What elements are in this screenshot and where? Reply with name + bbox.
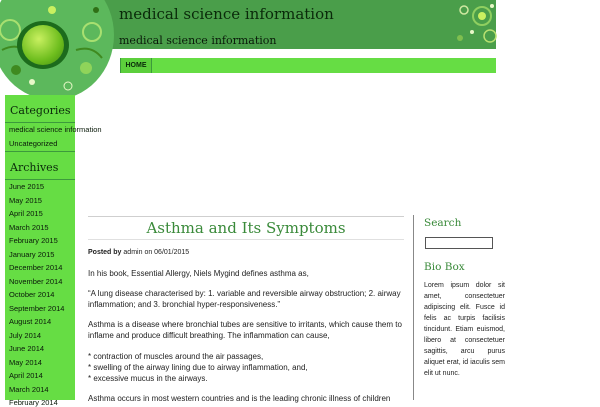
archives-title: Archives: [10, 161, 59, 174]
archive-link[interactable]: December 2014: [9, 263, 63, 272]
post-paragraph: “A lung disease characterised by: 1. variable and reversible airway obstruction; 2. airway inflammation; and 3. bronchial hyper-responsiveness.”: [88, 289, 401, 309]
archive-link[interactable]: September 2014: [9, 303, 65, 313]
header-decoration: [452, 2, 496, 47]
categories-title: Categories: [10, 104, 71, 117]
archive-link[interactable]: July 2014: [9, 330, 42, 340]
archive-link[interactable]: May 2014: [9, 357, 42, 367]
bio-box-title: Bio Box: [424, 261, 465, 273]
category-link[interactable]: Uncategorized: [9, 139, 58, 148]
post-paragraph: Asthma is a disease where bronchial tubes are sensitive to irritants, which cause them to inflame and produce difficult breathing. The inflammation can cause,: [88, 320, 402, 340]
divider: [88, 239, 404, 240]
archive-link[interactable]: February 2015: [9, 236, 58, 245]
column-divider: [413, 215, 414, 400]
divider: [5, 122, 75, 123]
nav-bar: [120, 58, 496, 73]
nav-home-link[interactable]: HOME: [121, 58, 151, 73]
post-paragraph: Asthma occurs in most western countries and is the leading chronic illness of children: [88, 394, 391, 403]
nav-divider: [151, 58, 152, 73]
category-link[interactable]: medical science information: [9, 125, 102, 134]
archive-link[interactable]: June 2015: [9, 182, 45, 191]
archive-link[interactable]: January 2015: [9, 249, 55, 259]
post-paragraph: In his book, Essential Allergy, Niels Mygind defines asthma as,: [88, 269, 309, 278]
archive-link[interactable]: April 2014: [9, 371, 43, 380]
archive-link[interactable]: March 2015: [9, 222, 49, 232]
logo-core: [22, 25, 64, 65]
post-list-item: * contraction of muscles around the air passages,: [88, 352, 264, 361]
archive-link[interactable]: October 2014: [9, 290, 55, 299]
post-title-link[interactable]: Asthma and Its Symptoms: [146, 219, 346, 237]
archive-link[interactable]: August 2014: [9, 317, 52, 326]
archive-link[interactable]: November 2014: [9, 276, 63, 286]
post-date: on 06/01/2015: [144, 249, 190, 256]
post-meta: [88, 249, 189, 256]
post-list-item: * excessive mucus in the airways.: [88, 374, 208, 383]
archive-link[interactable]: May 2015: [9, 195, 42, 205]
search-input[interactable]: [425, 237, 493, 249]
archive-link[interactable]: February 2014: [9, 398, 58, 407]
site-tagline: medical science information: [119, 34, 277, 47]
site-logo[interactable]: [0, 0, 114, 100]
divider: [88, 216, 404, 217]
site-title[interactable]: medical science information: [119, 5, 334, 23]
archive-link[interactable]: June 2014: [9, 344, 45, 353]
divider: [5, 151, 75, 152]
archive-link[interactable]: March 2014: [9, 384, 49, 394]
search-title: Search: [424, 217, 462, 229]
archive-link[interactable]: April 2015: [9, 209, 43, 218]
divider: [5, 179, 75, 180]
bio-box-text: Lorem ipsum dolor sit amet, consectetuer adipiscing elit. Fusce id felis ac turpis facilisis tincidunt. Etiam euismod, libero at consectetuer sagittis, arcu purus aliquet erat, id iaculis sem elit ut nunc.: [424, 282, 505, 377]
post-list-item: * swelling of the airway lining due to airway inflammation, and,: [88, 363, 308, 372]
post-author-link[interactable]: admin: [123, 249, 143, 256]
left-sidebar: [5, 95, 102, 407]
posted-by-label: Posted by: [88, 249, 122, 256]
